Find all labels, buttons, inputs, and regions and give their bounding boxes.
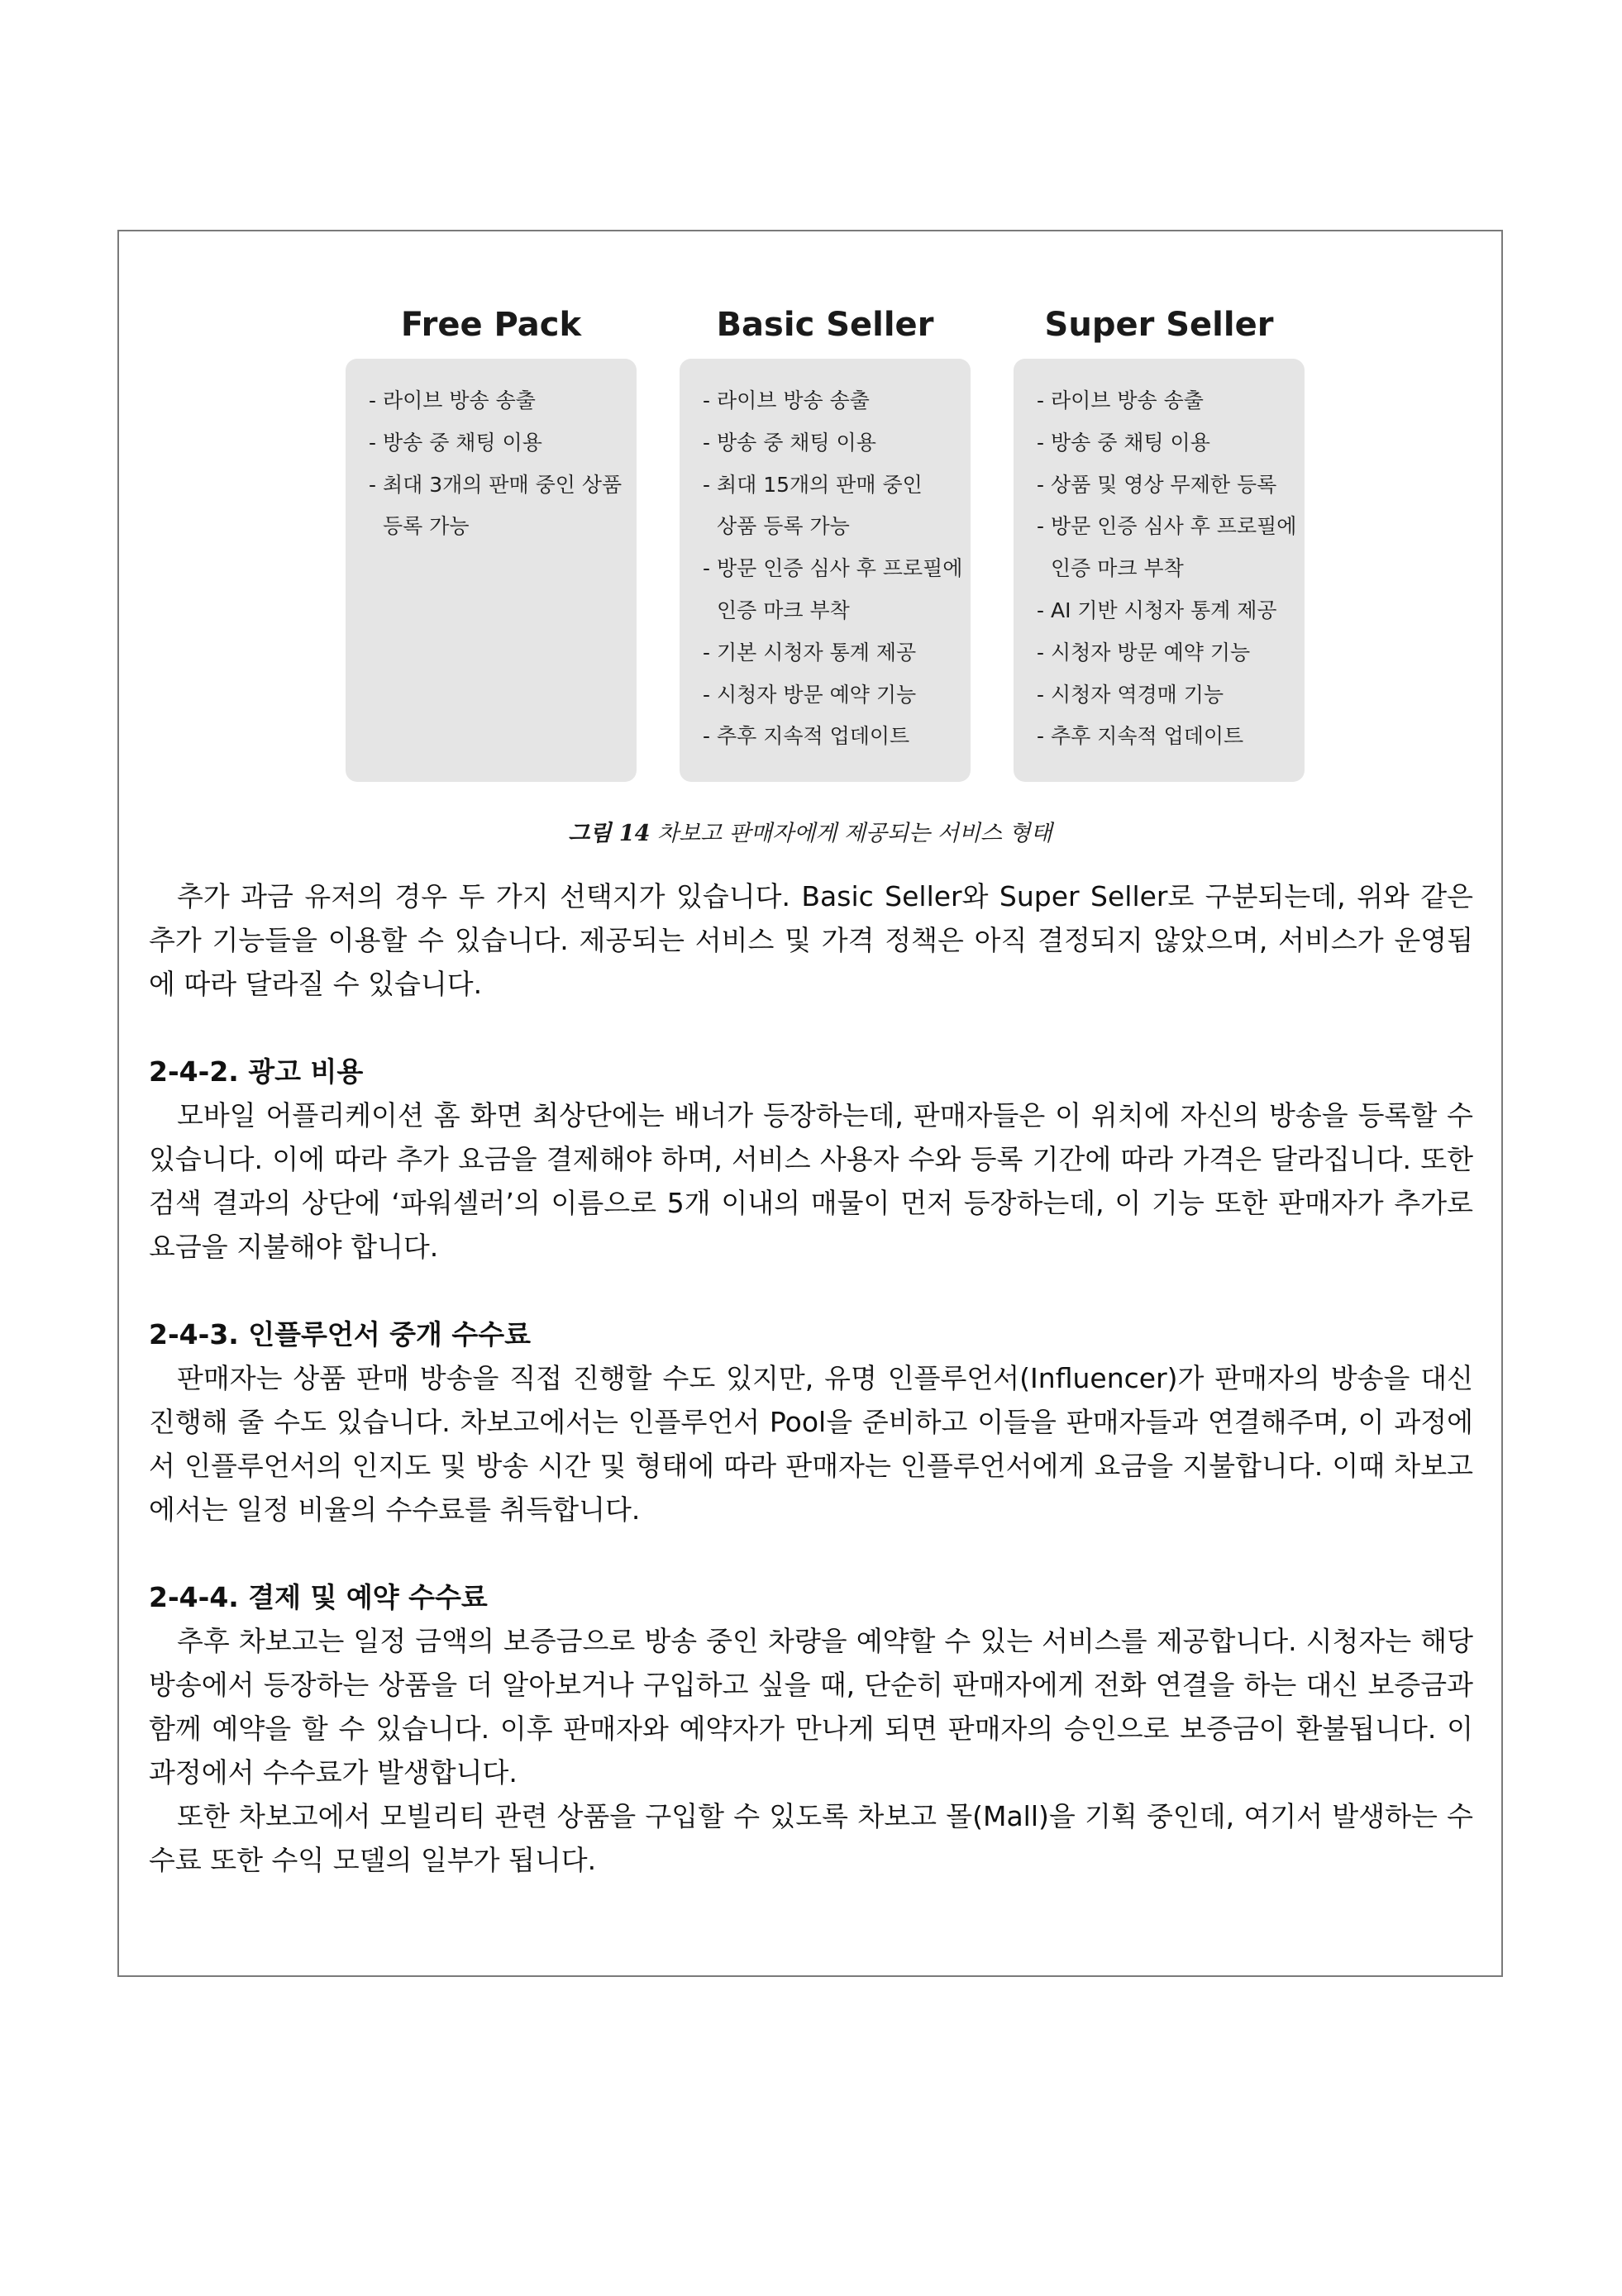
plan-feature-box (346, 359, 637, 782)
plan-feature-line: - 라이브 방송 송출 (703, 388, 870, 412)
plan-feature-line: 인증 마크 부착 (1051, 556, 1184, 581)
plan-basic-seller (680, 296, 971, 782)
plan-title: Free Pack (400, 306, 582, 344)
plan-feature-line: - 방송 중 채팅 이용 (369, 430, 542, 455)
figure-number: 그림 14 (568, 821, 651, 846)
plan-feature-line: - 라이브 방송 송출 (1037, 388, 1204, 412)
plan-feature-line: - 최대 3개의 판매 중인 상품 (369, 472, 623, 497)
paragraph-intro: 추가 과금 유저의 경우 두 가지 선택지가 있습니다. Basic Seller와 Super Seller로 구분되는데, 위와 같은 추가 기능들을 이용할 수 있습니다. 제공되는 서비스 및 가격 정책은 아직 결정되지 않았으며, 서비스가 운영됨에 따라 달라질 수 있습니다. (149, 880, 1473, 1000)
plan-feature-line: - 상품 및 영상 무제한 등록 (1037, 472, 1277, 497)
paragraph-payment-1: 추후 차보고는 일정 금액의 보증금으로 방송 중인 차량을 예약할 수 있는 서비스를 제공합니다. 시청자는 해당 방송에서 등장하는 상품을 더 알아보거나 구입하고 싶을 때, 단순히 판매자에게 전화 연결을 하는 대신 보증금과 함께 예약을 할 수 있습니다. 이후 판매자와 예약자가 만나게 되면 판매자의 승인으로 보증금이 환불됩니다. 이 과정에서 수수료가 발생합니다. (149, 1625, 1473, 1789)
paragraph-payment-2: 또한 차보고에서 모빌리티 관련 상품을 구입할 수 있도록 차보고 몰(Mall)을 기획 중인데, 여기서 발생하는 수수료 또한 수익 모델의 일부가 됩니다. (149, 1800, 1473, 1876)
plan-feature-line: - 시청자 방문 예약 기능 (1037, 640, 1251, 665)
section-heading-payment: 2-4-4. 결제 및 예약 수수료 (149, 1581, 488, 1613)
plan-title: Super Seller (1044, 306, 1274, 344)
body-text (149, 874, 1473, 1882)
plan-feature-line: 인증 마크 부착 (717, 598, 850, 622)
plan-feature-line: - 방송 중 채팅 이용 (703, 430, 876, 455)
plan-comparison (346, 296, 1305, 841)
section-heading-influencer: 2-4-3. 인플루언서 중개 수수료 (149, 1318, 532, 1350)
plan-feature-line: - 방송 중 채팅 이용 (1037, 430, 1210, 455)
plan-feature-line: - 추후 지속적 업데이트 (703, 724, 910, 749)
figure-caption (119, 815, 1501, 847)
plan-super-seller (1014, 296, 1305, 782)
plan-feature-line: - 추후 지속적 업데이트 (1037, 724, 1244, 749)
plan-feature-line: - 최대 15개의 판매 중인 (703, 472, 923, 497)
plan-free-pack (346, 296, 637, 782)
figure-caption-text: 차보고 판매자에게 제공되는 서비스 형태 (657, 821, 1052, 846)
plan-feature-box (1014, 359, 1305, 782)
plan-feature-line: 등록 가능 (383, 514, 470, 539)
plan-title: Basic Seller (716, 306, 934, 344)
plan-feature-line: - 기본 시청자 통계 제공 (703, 640, 917, 665)
document-frame (117, 230, 1503, 1977)
plan-feature-line: - 방문 인증 심사 후 프로필에 (1037, 514, 1297, 539)
plan-feature-box (680, 359, 971, 782)
plan-feature-line: - AI 기반 시청자 통계 제공 (1037, 598, 1277, 622)
section-heading-ad: 2-4-2. 광고 비용 (149, 1055, 364, 1088)
plan-feature-line: - 시청자 역경매 기능 (1037, 682, 1224, 707)
plan-feature-line: - 라이브 방송 송출 (369, 388, 536, 412)
plan-feature-line: 상품 등록 가능 (717, 514, 850, 539)
paragraph-influencer: 판매자는 상품 판매 방송을 직접 진행할 수도 있지만, 유명 인플루언서(Influencer)가 판매자의 방송을 대신 진행해 줄 수도 있습니다. 차보고에서는 인플루언서 Pool을 준비하고 이들을 판매자들과 연결해주며, 이 과정에서 인플루언서의 인지도 및 방송 시간 및 형태에 따라 판매자는 인플루언서에게 요금을 지불합니다. 이때 차보고에서는 일정 비율의 수수료를 취득합니다. (149, 1362, 1473, 1526)
plan-feature-line: - 시청자 방문 예약 기능 (703, 682, 917, 707)
plan-feature-line: - 방문 인증 심사 후 프로필에 (703, 556, 963, 581)
paragraph-ad: 모바일 어플리케이션 홈 화면 최상단에는 배너가 등장하는데, 판매자들은 이 위치에 자신의 방송을 등록할 수 있습니다. 이에 따라 추가 요금을 결제해야 하며, 서비스 사용자 수와 등록 기간에 따라 가격은 달라집니다. 또한 검색 결과의 상단에 ‘파워셀러’의 이름으로 5개 이내의 매물이 먼저 등장하는데, 이 기능 또한 판매자가 추가로 요금을 지불해야 합니다. (149, 1099, 1473, 1263)
